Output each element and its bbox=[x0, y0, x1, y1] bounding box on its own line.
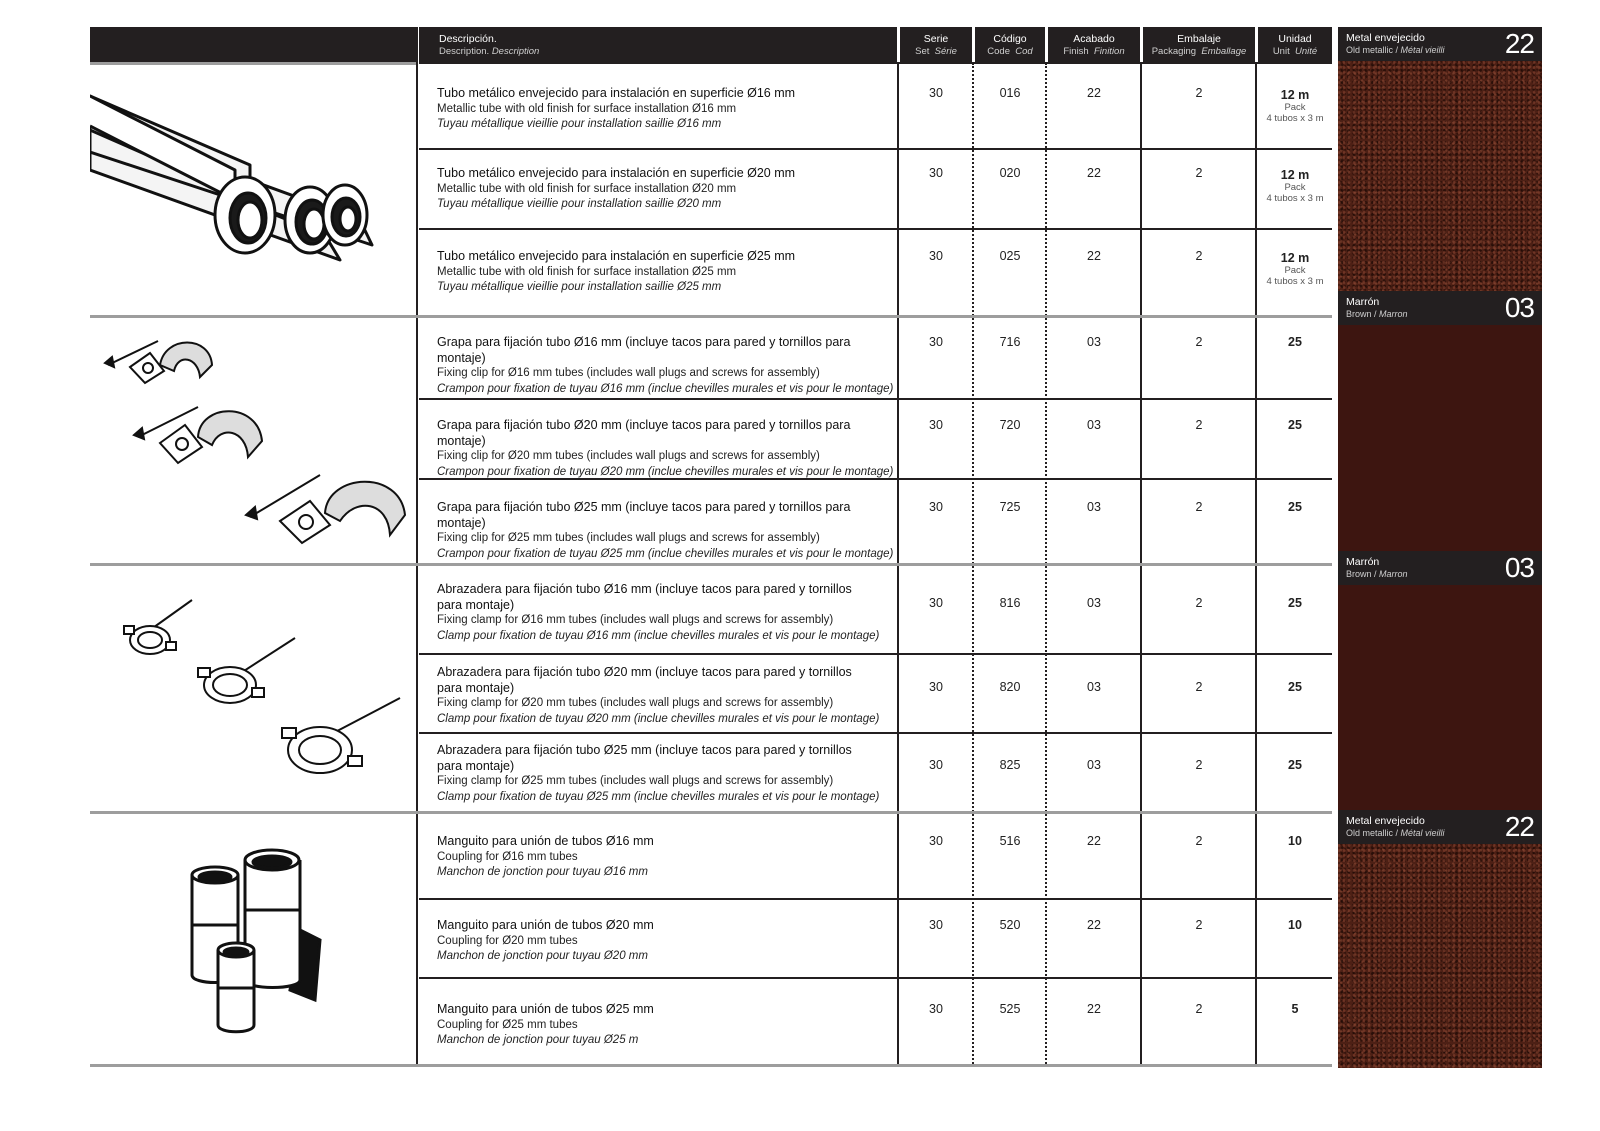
table-row-description bbox=[437, 166, 897, 213]
unit-main: 12 m bbox=[1280, 251, 1310, 265]
finish-name-fr: Métal vieilli bbox=[1400, 828, 1445, 838]
unit-pack-detail: 4 tubos x 3 m bbox=[1266, 113, 1324, 124]
pack-value: 2 bbox=[1195, 166, 1203, 180]
unit-main: 25 bbox=[1288, 758, 1302, 772]
group-separator bbox=[90, 315, 1332, 318]
description-es-cont: para montaje) bbox=[437, 597, 515, 612]
finish-swatch-brown bbox=[1338, 325, 1542, 551]
unit-pack: Pack bbox=[1284, 265, 1306, 276]
finish-header-metal-bottom: Metal envejecido Old metallic / Métal vieilli 22 bbox=[1338, 810, 1542, 844]
header-codigo bbox=[975, 27, 1045, 63]
unit-value bbox=[1258, 834, 1332, 848]
code-value: 025 bbox=[999, 249, 1021, 263]
finish-name-en: Brown bbox=[1346, 309, 1372, 319]
unit-value bbox=[1258, 335, 1332, 349]
serie-value: 30 bbox=[929, 249, 943, 263]
unit-main: 25 bbox=[1288, 596, 1302, 610]
unit-main: 25 bbox=[1288, 500, 1302, 514]
description-en: Metallic tube with old finish for surface installation Ø20 mm bbox=[437, 182, 737, 195]
serie-value: 30 bbox=[929, 335, 943, 349]
description-en: Fixing clamp for Ø20 mm tubes (includes wall plugs and screws for assembly) bbox=[437, 697, 834, 709]
serie-value: 30 bbox=[929, 418, 943, 432]
row-separator bbox=[419, 732, 1332, 734]
unit-main: 10 bbox=[1288, 834, 1302, 848]
description-es: Grapa para fijación tubo Ø20 mm (incluye tacos para pared y tornillos para montaje) bbox=[437, 418, 851, 448]
header-unidad-es: Unidad bbox=[1278, 33, 1312, 45]
header-embalaje-fr: Emballage bbox=[1201, 46, 1247, 57]
description-fr: Crampon pour fixation de tuyau Ø25 mm (inclue chevilles murales et vis pour le montage) bbox=[437, 547, 894, 560]
row-separator bbox=[419, 977, 1332, 979]
unit-value bbox=[1258, 251, 1332, 287]
row-separator bbox=[419, 228, 1332, 230]
finish-value: 22 bbox=[1087, 834, 1101, 848]
unit-main: 25 bbox=[1288, 680, 1302, 694]
finish-value: 03 bbox=[1087, 758, 1101, 772]
header-acabado-fr: Finition bbox=[1094, 46, 1125, 57]
fixing-clips-illustration bbox=[100, 325, 410, 555]
description-es: Abrazadera para fijación tubo Ø16 mm (incluye tacos para pared y tornillos bbox=[437, 582, 852, 596]
fixing-clamps-illustration bbox=[110, 590, 410, 800]
header-codigo-fr: Cod bbox=[1015, 46, 1033, 57]
table-row-description bbox=[437, 743, 897, 805]
description-es: Tubo metálico envejecido para instalación en superficie Ø25 mm bbox=[437, 249, 796, 263]
unit-pack: Pack bbox=[1284, 102, 1306, 113]
table-row-description bbox=[437, 500, 897, 562]
description-en: Metallic tube with old finish for surface installation Ø16 mm bbox=[437, 102, 737, 115]
description-fr: Manchon de jonction pour tuyau Ø25 m bbox=[437, 1034, 639, 1046]
code-value: 716 bbox=[999, 335, 1021, 349]
description-fr: Clamp pour fixation de tuyau Ø25 mm (inclue chevilles murales et vis pour le montage) bbox=[437, 790, 880, 803]
serie-value: 30 bbox=[929, 918, 943, 932]
unit-main: 25 bbox=[1288, 418, 1302, 432]
group-separator bbox=[90, 563, 1332, 566]
table-row-description bbox=[437, 249, 897, 296]
description-es: Manguito para unión de tubos Ø16 mm bbox=[437, 834, 654, 848]
description-es: Abrazadera para fijación tubo Ø20 mm (incluye tacos para pared y tornillos bbox=[437, 665, 852, 679]
unit-value bbox=[1258, 168, 1332, 204]
finish-value: 03 bbox=[1087, 335, 1101, 349]
description-en: Coupling for Ø25 mm tubes bbox=[437, 1018, 578, 1031]
serie-value: 30 bbox=[929, 758, 943, 772]
header-serie-en: Set bbox=[915, 46, 930, 57]
finish-name: Metal envejecido bbox=[1346, 32, 1425, 44]
description-es: Grapa para fijación tubo Ø16 mm (incluye tacos para pared y tornillos para montaje) bbox=[437, 335, 851, 365]
description-es: Tubo metálico envejecido para instalación en superficie Ø20 mm bbox=[437, 166, 796, 180]
finish-value: 03 bbox=[1087, 596, 1101, 610]
serie-value: 30 bbox=[929, 596, 943, 610]
unit-pack-detail: 4 tubos x 3 m bbox=[1266, 276, 1324, 287]
finish-name: Marrón bbox=[1346, 296, 1380, 308]
finish-header-metal-top: Metal envejecido Old metallic / Métal vieilli 22 bbox=[1338, 27, 1542, 61]
header-serie bbox=[900, 27, 972, 63]
code-value: 016 bbox=[999, 86, 1021, 100]
unit-value bbox=[1258, 1002, 1332, 1016]
description-en: Coupling for Ø16 mm tubes bbox=[437, 850, 578, 863]
serie-value: 30 bbox=[929, 1002, 943, 1016]
code-value: 516 bbox=[999, 834, 1021, 848]
code-value: 816 bbox=[999, 596, 1021, 610]
serie-value: 30 bbox=[929, 166, 943, 180]
row-separator bbox=[419, 898, 1332, 900]
code-value: 820 bbox=[999, 680, 1021, 694]
description-es-cont: para montaje) bbox=[437, 758, 515, 773]
finish-value: 03 bbox=[1087, 500, 1101, 514]
finish-name-fr: Marron bbox=[1379, 309, 1408, 319]
finish-swatch-old-metallic bbox=[1338, 61, 1542, 291]
header-unidad-fr: Unité bbox=[1295, 46, 1318, 57]
description-fr: Clamp pour fixation de tuyau Ø20 mm (inclue chevilles murales et vis pour le montage) bbox=[437, 712, 880, 725]
header-serie-fr: Série bbox=[934, 46, 957, 57]
unit-pack-detail: 4 tubos x 3 m bbox=[1266, 193, 1324, 204]
pack-value: 2 bbox=[1195, 834, 1203, 848]
header-acabado-es: Acabado bbox=[1073, 33, 1115, 45]
group-separator bbox=[90, 1064, 1332, 1067]
description-fr: Tuyau métallique vieillie pour installation saillie Ø16 mm bbox=[437, 118, 722, 130]
pack-value: 2 bbox=[1195, 596, 1203, 610]
table-row-description bbox=[437, 665, 897, 727]
description-en: Fixing clip for Ø25 mm tubes (includes wall plugs and screws for assembly) bbox=[437, 532, 820, 544]
description-es: Manguito para unión de tubos Ø25 mm bbox=[437, 1002, 654, 1016]
description-en: Fixing clip for Ø16 mm tubes (includes wall plugs and screws for assembly) bbox=[437, 367, 820, 379]
pack-value: 2 bbox=[1195, 86, 1203, 100]
description-en: Fixing clamp for Ø16 mm tubes (includes wall plugs and screws for assembly) bbox=[437, 614, 834, 626]
description-en: Coupling for Ø20 mm tubes bbox=[437, 934, 578, 947]
description-fr: Crampon pour fixation de tuyau Ø20 mm (inclue chevilles murales et vis pour le montage) bbox=[437, 465, 894, 478]
unit-value bbox=[1258, 418, 1332, 432]
table-row-description bbox=[437, 918, 897, 965]
row-separator bbox=[419, 653, 1332, 655]
unit-main: 12 m bbox=[1280, 88, 1310, 102]
header-serie-es: Serie bbox=[923, 33, 949, 45]
finish-code: 03 bbox=[1504, 292, 1534, 323]
unit-main: 12 m bbox=[1280, 168, 1310, 182]
description-es: Tubo metálico envejecido para instalación en superficie Ø16 mm bbox=[437, 86, 796, 100]
couplings-illustration bbox=[180, 840, 330, 1050]
col-divider-image bbox=[416, 27, 418, 1067]
description-es: Manguito para unión de tubos Ø20 mm bbox=[437, 918, 654, 932]
pack-value: 2 bbox=[1195, 249, 1203, 263]
header-acabado-en: Finish bbox=[1063, 46, 1089, 57]
unit-value bbox=[1258, 918, 1332, 932]
unit-value bbox=[1258, 596, 1332, 610]
header-unidad-en: Unit bbox=[1272, 46, 1290, 57]
pack-value: 2 bbox=[1195, 500, 1203, 514]
finish-value: 03 bbox=[1087, 680, 1101, 694]
description-es: Grapa para fijación tubo Ø25 mm (incluye tacos para pared y tornillos para montaje) bbox=[437, 500, 851, 530]
finish-name: Marrón bbox=[1346, 556, 1380, 568]
unit-value bbox=[1258, 500, 1332, 514]
header-embalaje-en: Packaging bbox=[1151, 46, 1197, 57]
header-codigo-en: Code bbox=[987, 46, 1010, 57]
tubes-illustration bbox=[90, 70, 410, 310]
unit-main: 10 bbox=[1288, 918, 1302, 932]
finish-name-en: Brown bbox=[1346, 569, 1372, 579]
description-fr: Clamp pour fixation de tuyau Ø16 mm (inclue chevilles murales et vis pour le montage) bbox=[437, 629, 880, 642]
code-value: 725 bbox=[999, 500, 1021, 514]
table-row-description bbox=[437, 86, 897, 133]
table-row-description bbox=[437, 834, 897, 881]
header-bar-left bbox=[90, 27, 416, 63]
finish-code: 03 bbox=[1504, 552, 1534, 583]
row-separator bbox=[419, 398, 1332, 400]
finish-code: 22 bbox=[1504, 811, 1534, 842]
unit-main: 5 bbox=[1291, 1002, 1299, 1016]
header-description-en: Description. bbox=[439, 46, 490, 57]
pack-value: 2 bbox=[1195, 1002, 1203, 1016]
serie-value: 30 bbox=[929, 680, 943, 694]
header-underline bbox=[419, 62, 1332, 64]
unit-value bbox=[1258, 680, 1332, 694]
finish-value: 22 bbox=[1087, 1002, 1101, 1016]
header-acabado bbox=[1048, 27, 1140, 63]
unit-main: 25 bbox=[1288, 335, 1302, 349]
finish-value: 22 bbox=[1087, 918, 1101, 932]
table-row-description bbox=[437, 1002, 897, 1049]
pack-value: 2 bbox=[1195, 418, 1203, 432]
finish-header-brown-2: Marrón Brown / Marron 03 bbox=[1338, 551, 1542, 585]
table-row-description bbox=[437, 418, 897, 480]
code-value: 720 bbox=[999, 418, 1021, 432]
finish-name-fr: Métal vieilli bbox=[1400, 45, 1445, 55]
description-en: Metallic tube with old finish for surface installation Ø25 mm bbox=[437, 265, 737, 278]
code-value: 825 bbox=[999, 758, 1021, 772]
header-description-fr: Description bbox=[491, 46, 540, 57]
finish-value: 03 bbox=[1087, 418, 1101, 432]
table-row-description bbox=[437, 335, 897, 397]
finish-code: 22 bbox=[1504, 28, 1534, 59]
pack-value: 2 bbox=[1195, 758, 1203, 772]
description-fr: Crampon pour fixation de tuyau Ø16 mm (inclue chevilles murales et vis pour le montage) bbox=[437, 382, 894, 395]
finish-name: Metal envejecido bbox=[1346, 815, 1425, 827]
description-fr: Manchon de jonction pour tuyau Ø20 mm bbox=[437, 950, 648, 962]
code-value: 525 bbox=[999, 1002, 1021, 1016]
pack-value: 2 bbox=[1195, 918, 1203, 932]
description-en: Fixing clamp for Ø25 mm tubes (includes wall plugs and screws for assembly) bbox=[437, 775, 834, 787]
header-description bbox=[419, 27, 897, 63]
header-embalaje bbox=[1143, 27, 1255, 63]
header-description-es: Descripción. bbox=[439, 33, 497, 45]
header-codigo-es: Código bbox=[993, 33, 1027, 45]
table-row-description bbox=[437, 582, 897, 644]
header-unidad bbox=[1258, 27, 1332, 63]
pack-value: 2 bbox=[1195, 680, 1203, 694]
unit-pack: Pack bbox=[1284, 182, 1306, 193]
code-value: 520 bbox=[999, 918, 1021, 932]
serie-value: 30 bbox=[929, 834, 943, 848]
description-en: Fixing clip for Ø20 mm tubes (includes wall plugs and screws for assembly) bbox=[437, 450, 820, 462]
finish-name-en: Old metallic bbox=[1346, 45, 1394, 55]
group-separator bbox=[90, 811, 1332, 814]
description-es-cont: para montaje) bbox=[437, 680, 515, 695]
unit-value bbox=[1258, 758, 1332, 772]
unit-value bbox=[1258, 88, 1332, 124]
header-underline-left bbox=[90, 62, 416, 65]
serie-value: 30 bbox=[929, 86, 943, 100]
finish-value: 22 bbox=[1087, 166, 1101, 180]
description-fr: Tuyau métallique vieillie pour installation saillie Ø20 mm bbox=[437, 198, 722, 210]
finish-swatch-old-metallic bbox=[1338, 844, 1542, 1068]
finish-value: 22 bbox=[1087, 86, 1101, 100]
code-value: 020 bbox=[999, 166, 1021, 180]
description-es: Abrazadera para fijación tubo Ø25 mm (incluye tacos para pared y tornillos bbox=[437, 743, 852, 757]
description-fr: Manchon de jonction pour tuyau Ø16 mm bbox=[437, 866, 648, 878]
description-fr: Tuyau métallique vieillie pour installation saillie Ø25 mm bbox=[437, 281, 722, 293]
finish-value: 22 bbox=[1087, 249, 1101, 263]
finish-header-brown-1: Marrón Brown / Marron 03 bbox=[1338, 291, 1542, 325]
header-embalaje-es: Embalaje bbox=[1177, 33, 1221, 45]
finish-name-en: Old metallic bbox=[1346, 828, 1394, 838]
row-separator bbox=[419, 148, 1332, 150]
serie-value: 30 bbox=[929, 500, 943, 514]
finish-swatch-brown bbox=[1338, 585, 1542, 810]
finish-name-fr: Marron bbox=[1379, 569, 1408, 579]
pack-value: 2 bbox=[1195, 335, 1203, 349]
